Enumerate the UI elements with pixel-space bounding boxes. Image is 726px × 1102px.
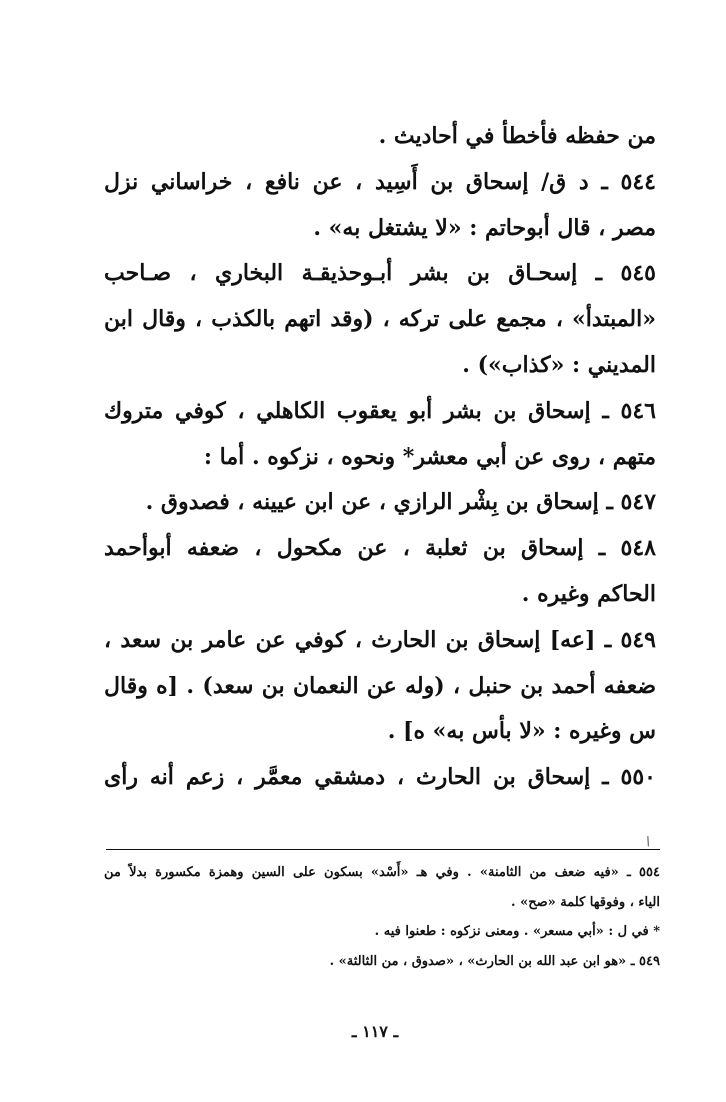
footnote-line: * في ل : «أبي مسعر» . ومعنى نزكوه : طعنوا فيه .: [374, 924, 660, 939]
footnote-line: ٥٤٩ ـ «هو ابن عبد الله بن الحارث» ، «صدوق ، من الثالثة» .: [329, 953, 660, 969]
page-number: ـ ١١٧ ـ: [351, 1022, 399, 1041]
text-line: ٥٤٩ ـ [عه] إسحاق بن الحارث ، كوفي عن عامر بن سعد ،: [104, 626, 656, 653]
footnotes: [104, 858, 660, 976]
main-text-body: [104, 114, 656, 801]
footnote-line: الياء ، وفوقها كلمة «صح» .: [511, 894, 660, 910]
text-line: «المبتدأ» ، مجمع على تركه ، (وقد اتهم بالكذب ، وقال ابن: [104, 306, 656, 333]
text-line: المديني : «كذاب») .: [462, 351, 656, 378]
text-line: ٥٥٠ ـ إسحاق بن الحارث ، دمشقي معمَّر ، زعم أنه رأى: [104, 764, 656, 791]
text-line: ٥٤٦ ـ إسحاق بن بشر أبو يعقوب الكاهلي ، كوفي متروك: [104, 397, 656, 424]
text-line: ٥٤٨ ـ إسحاق بن ثعلبة ، عن مكحول ، ضعفه أبوأحمد: [104, 535, 656, 562]
text-line: متهم ، روى عن أبي معشر* ونحوه ، نزكوه . أما :: [203, 443, 656, 470]
text-line: ٥٤٧ ـ إسحاق بن بِشْر الرازي ، عن ابن عيينه ، فصدوق .: [145, 489, 656, 516]
text-line: س وغيره : «لا بأس به» ه] .: [387, 718, 656, 745]
text-line: ضعفه أحمد بن حنبل ، (وله عن النعمان بن سعد) . [ه وقال: [104, 672, 656, 699]
text-line: مصر ، قال أبوحاتم : «لا يشتغل به» .: [313, 214, 656, 241]
text-line: من حفظه فأخطأ في أحاديث .: [378, 123, 656, 149]
text-line: ٥٤٥ ـ إسحـاق بن بشر أبـوحذيقـة البخاري ، صـاحب: [104, 260, 656, 287]
stray-mark: /: [643, 833, 653, 849]
text-line: الحاكم وغيره .: [521, 580, 656, 607]
footnote-line: ٥٥٤ ـ «فيه ضعف من الثامنة» . وفي هـ «أَسْد» بسكون على السين وهمزة مكسورة بدلاً من: [104, 865, 660, 880]
text-line: ٥٤٤ ـ د ق/ إسحاق بن أَسِيد ، عن نافع ، خراساني نزل: [104, 168, 656, 195]
footnote-divider: [106, 849, 660, 850]
